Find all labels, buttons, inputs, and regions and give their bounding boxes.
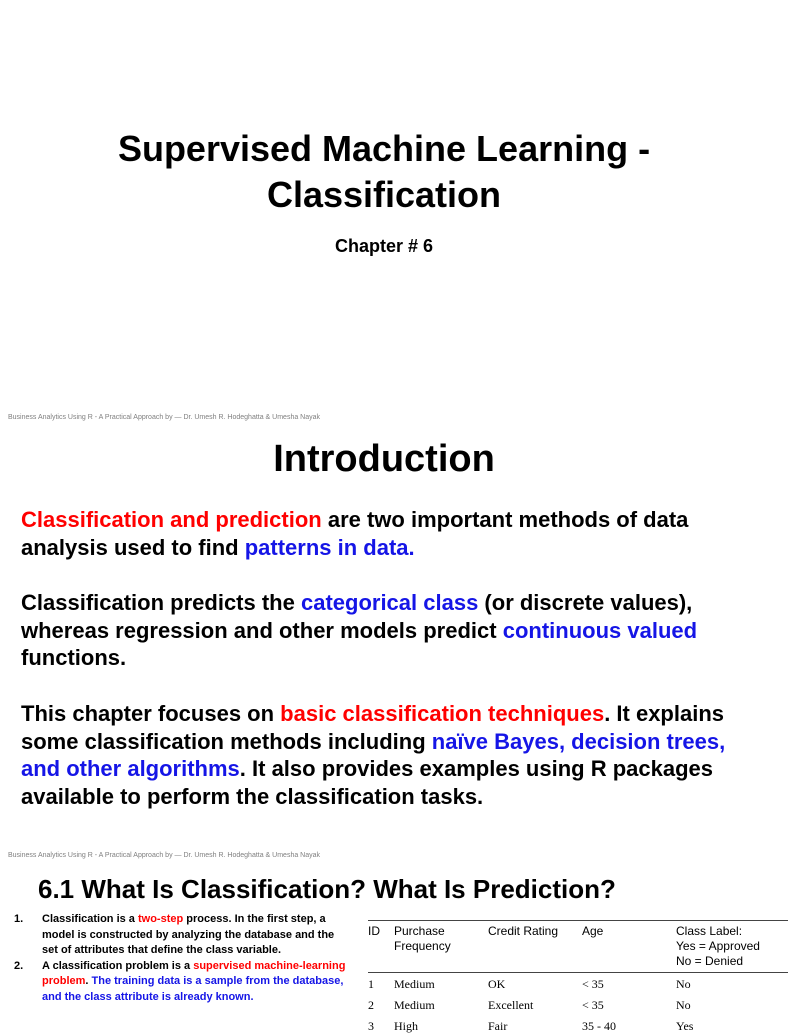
paragraph-3 [21, 700, 761, 810]
text: process. In the first step, a model is constructed by analyzing the database and the set of attributes that define the class variable. [42, 913, 335, 956]
numbered-list [14, 912, 349, 1005]
header-line: Frequency [394, 939, 451, 953]
text: . It explains some classification methods including [21, 701, 725, 754]
cell-id: 3 [368, 1019, 374, 1033]
highlight-blue: The training data is a sample from the database, and the class attribute is already known. [42, 975, 344, 1003]
list-item [14, 959, 349, 1006]
cell-age: < 35 [582, 998, 604, 1012]
list-number: 2. [14, 959, 24, 972]
cell-label: No [676, 977, 691, 991]
cell-frequency: Medium [394, 977, 435, 991]
highlight-blue: patterns in data. [244, 534, 415, 560]
text: Classification predicts the [21, 590, 301, 615]
highlight-red: two-step [137, 913, 184, 925]
list-item [14, 912, 349, 959]
introduction-slide [0, 432, 768, 852]
header-age: Age [582, 924, 604, 938]
text: A classification problem is a [42, 959, 194, 972]
cell-credit: OK [488, 977, 506, 991]
table-row [368, 994, 788, 1015]
header-class-label [676, 921, 788, 973]
classification-slide [0, 852, 768, 1033]
cell-credit: Excellent [488, 998, 534, 1012]
text: (or discrete values), whereas regression and other models predict [21, 590, 693, 643]
header-id: ID [368, 924, 380, 938]
slide-title: Introduction [273, 438, 495, 480]
cell-label: Yes [676, 1019, 694, 1033]
highlight-blue: continuous valued [502, 617, 698, 643]
text: . It also provides examples using R packages available to perform the classification tasks. [21, 756, 713, 809]
table-row [368, 1015, 788, 1036]
header-line: No = Denied [676, 954, 744, 968]
cell-id: 1 [368, 977, 374, 991]
cell-age: < 35 [582, 977, 604, 991]
title-slide [0, 0, 768, 432]
list-number: 1. [14, 913, 24, 925]
highlight-red: basic classification techniques [280, 701, 605, 726]
title-line-2: Classification [266, 174, 502, 215]
slide-footer: Business Analytics Using R - A Practical Approach by — Dr. Umesh R. Hodeghatta & Umesha Nayak [8, 852, 321, 859]
text: . [85, 975, 92, 987]
slide-footer: Business Analytics Using R - A Practical Approach by — Dr. Umesh R. Hodeghatta & Umesha Nayak [8, 414, 321, 421]
header-credit-rating: Credit Rating [488, 924, 559, 938]
text: functions. [21, 645, 127, 670]
text: Classification is a [42, 913, 138, 925]
slide-title [0, 126, 768, 218]
cell-credit: Fair [488, 1019, 508, 1033]
text: are two important methods of data analysis used to find [21, 507, 689, 560]
highlight-red: Classification and prediction [21, 507, 322, 532]
cell-frequency: Medium [394, 998, 435, 1012]
header-line: Yes = Approved [676, 939, 760, 953]
slide-title: 6.1 What Is Classification? What Is Prediction? [38, 874, 616, 904]
table-row [368, 973, 788, 995]
header-purchase-frequency [394, 921, 488, 973]
highlight-blue: naïve Bayes, decision trees, and other algorithms [21, 728, 726, 781]
cell-age: 35 - 40 [582, 1019, 616, 1033]
paragraph-1 [21, 506, 761, 561]
highlight-blue: categorical class [300, 590, 479, 615]
cell-label: No [676, 998, 691, 1012]
chapter-label: Chapter # 6 [334, 236, 434, 256]
header-line: Purchase [394, 924, 445, 938]
text: This chapter focuses on [21, 701, 281, 726]
paragraph-2 [21, 589, 761, 672]
training-data-table [368, 920, 768, 1036]
cell-id: 2 [368, 998, 374, 1012]
cell-frequency: High [394, 1019, 418, 1033]
header-line: Class Label: [676, 924, 743, 938]
title-line-1: Supervised Machine Learning - [117, 128, 651, 169]
table-header-row [368, 921, 788, 973]
highlight-red: supervised machine-learning problem [42, 959, 346, 987]
